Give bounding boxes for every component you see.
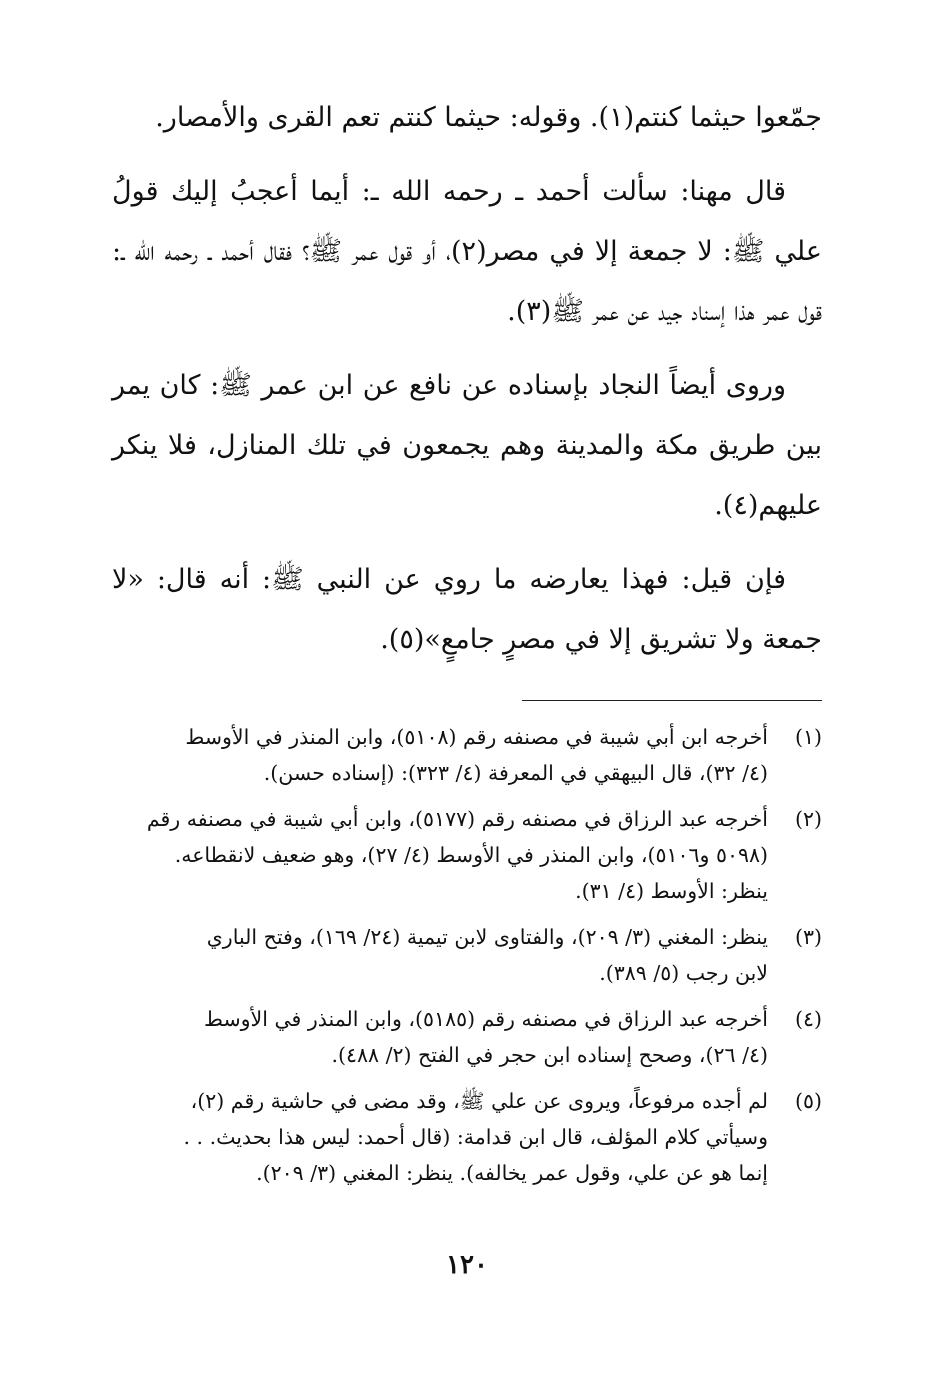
footnote-line: (٤/ ٢٦)، وصحح إسناده ابن حجر في الفتح (٢/ ٤٨٨).	[331, 1043, 768, 1067]
footnote-4	[112, 1001, 822, 1073]
footnote-number: (٢)	[794, 807, 822, 831]
footnote-3	[112, 919, 822, 991]
paragraph-4: فإن قيل: فهذا يعارضه ما روي عن النبي ﷺ: أنه قال: «لا جمعة ولا تشريق إلا في مصرٍ جامعٍ»(٥).	[112, 564, 822, 655]
footnote-separator	[522, 700, 822, 701]
footnote-2	[112, 801, 822, 909]
footnote-number: (١)	[794, 725, 822, 749]
footnote-number: (٣)	[794, 925, 822, 949]
footnote-line: لم أجده مرفوعاً، ويروى عن علي ﷺ، وقد مضى في حاشية رقم (٢)،	[190, 1089, 768, 1113]
footnote-text	[112, 1083, 768, 1191]
footnote-number: (٤)	[794, 1007, 822, 1031]
footnote-line: أخرجه ابن أبي شيبة في مصنفه رقم (٥١٠٨)، وابن المنذر في الأوسط	[185, 725, 768, 749]
paragraph-3: وروى أيضاً النجاد بإسناده عن نافع عن ابن عمر ﷺ: كان يمر بين طريق مكة والمدينة وهم يجمعون في تلك المنازل، فلا ينكر عليهم(٤).	[112, 370, 822, 521]
paragraph-1: جمّعوا حيثما كنتم(١). وقوله: حيثما كنتم تعم القرى والأمصار.	[155, 102, 822, 133]
footnote-text	[112, 919, 768, 991]
main-text	[112, 88, 822, 670]
footnote-line: إنما هو عن علي، وقول عمر يخالفه). ينظر: المغني (٣/ ٢٠٩).	[256, 1161, 768, 1185]
footnote-text	[112, 719, 768, 791]
footnote-line: (٤/ ٣٢)، قال البيهقي في المعرفة (٤/ ٣٢٣): (إسناده حسن).	[263, 761, 768, 785]
footnote-line: ينظر: المغني (٣/ ٢٠٩)، والفتاوى لابن تيمية (٢٤/ ١٦٩)، وفتح الباري	[206, 925, 768, 949]
paragraph-2: قال مهنا: سألت أحمد ـ رحمه الله ـ: أيما أعجبُ إليك قولُ علي ﷺ: لا جمعة إلا في مصر(٢)، أو قول عمر ﷺ؟ فقال أحمد ـ رحمه الله ـ: قول عمر هذا إسناد جيد عن عمر ﷺ(٣).	[112, 176, 822, 327]
footnote-line: وسيأتي كلام المؤلف، قال ابن قدامة: (قال أحمد: ليس هذا بحديث. . .	[183, 1125, 768, 1149]
footnote-line: (٥٠٩٨ و٥١٠٦)، وابن المنذر في الأوسط (٤/ ٢٧)، وهو ضعيف لانقطاعه.	[174, 843, 768, 867]
footnote-line: أخرجه عبد الرزاق في مصنفه رقم (٥١٨٥)، وابن المنذر في الأوسط	[204, 1007, 768, 1031]
footnote-1	[112, 719, 822, 791]
footnote-line: لابن رجب (٥/ ٣٨٩).	[599, 961, 768, 985]
footnote-line: أخرجه عبد الرزاق في مصنفه رقم (٥١٧٧)، وابن أبي شيبة في مصنفه رقم	[146, 807, 768, 831]
footnote-text	[112, 1001, 768, 1073]
footnote-text	[112, 801, 768, 909]
footnote-5	[112, 1083, 822, 1191]
footnote-line: ينظر: الأوسط (٤/ ٣١).	[575, 879, 768, 903]
footnotes	[112, 719, 822, 1191]
document-page	[112, 88, 822, 1338]
page-number: ١٢٠	[446, 1250, 488, 1280]
footnote-number: (٥)	[794, 1089, 822, 1113]
